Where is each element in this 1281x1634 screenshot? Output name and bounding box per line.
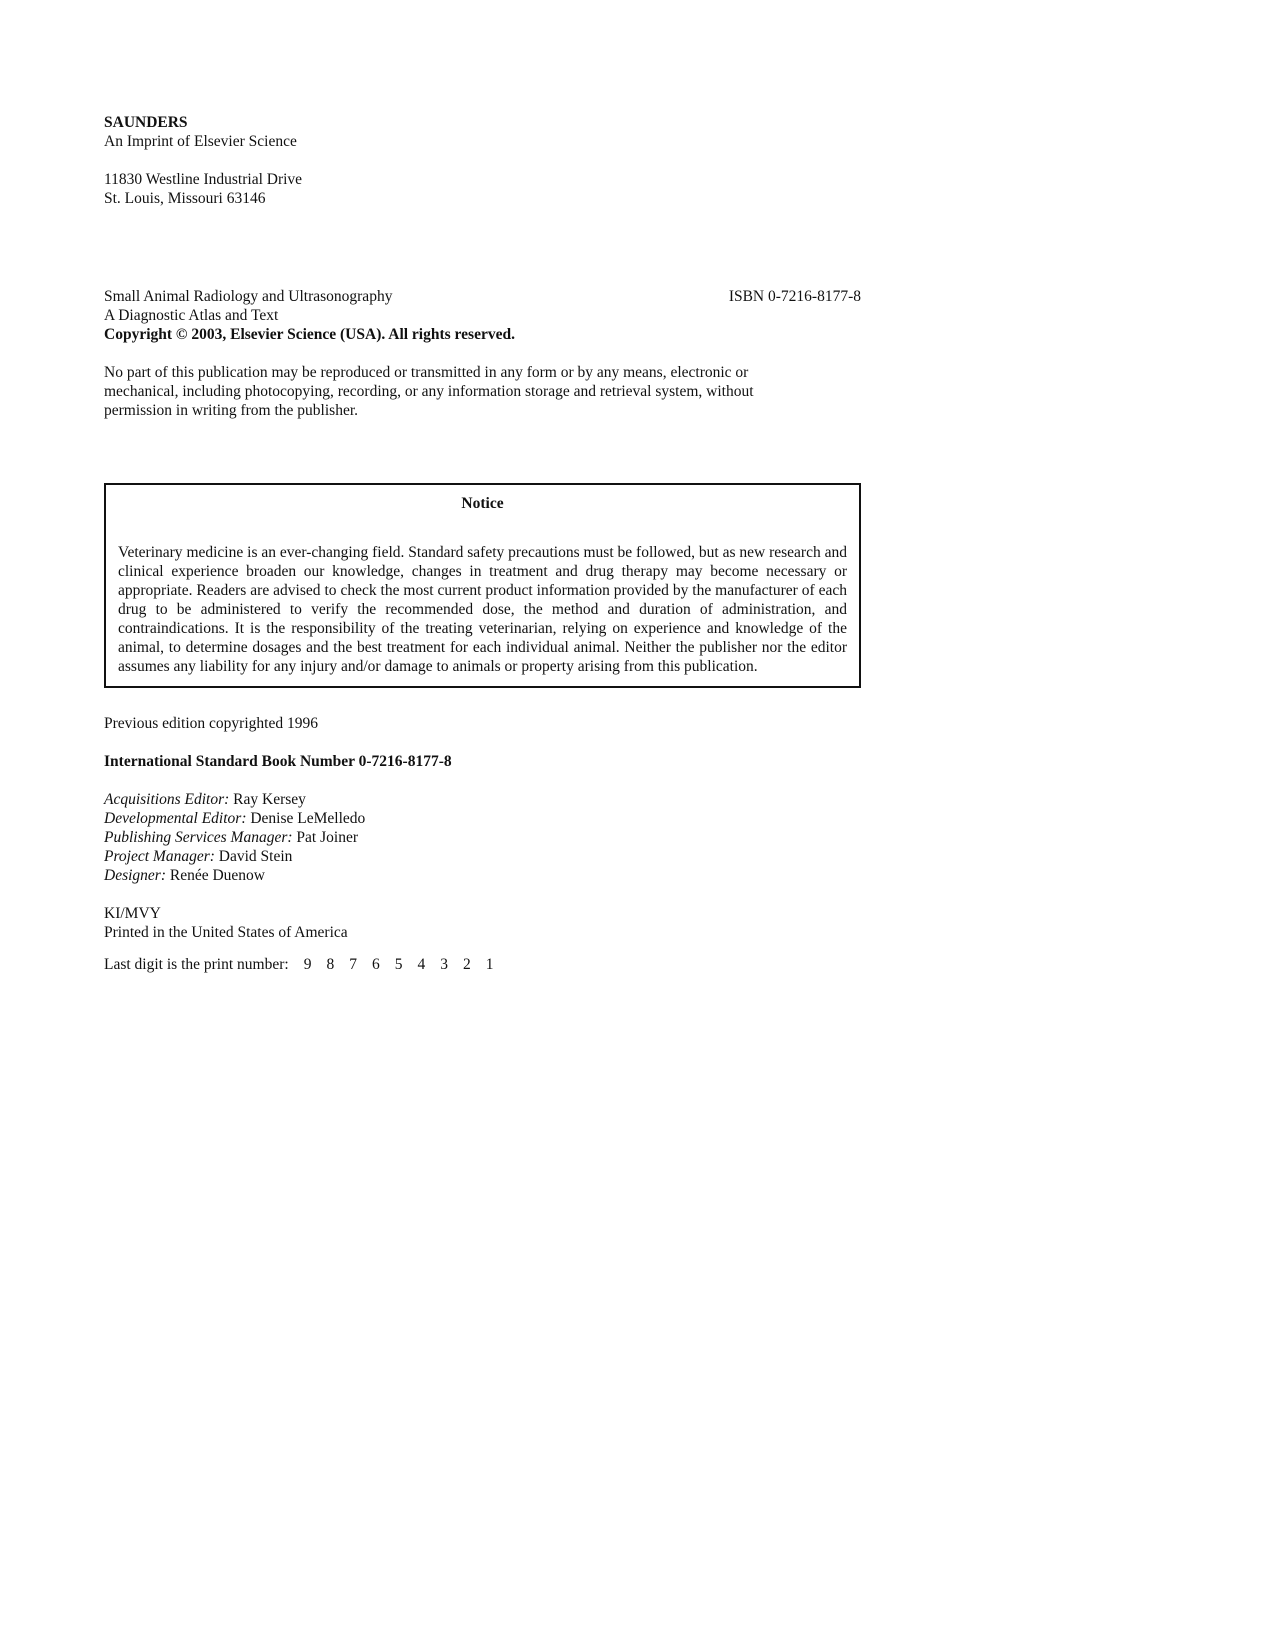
address-line-1: 11830 Westline Industrial Drive — [104, 171, 303, 188]
print-digit: 8 — [326, 956, 335, 973]
credit-developmental-editor: Developmental Editor: Denise LeMelledo — [104, 810, 366, 827]
rights-line: No part of this publication may be reproduced or transmitted in any form or by any means, electronic or — [104, 364, 749, 381]
book-subtitle: A Diagnostic Atlas and Text — [104, 307, 279, 324]
print-digit: 1 — [485, 956, 494, 973]
publisher-imprint: An Imprint of Elsevier Science — [104, 133, 297, 150]
notice-title: Notice — [461, 495, 504, 512]
print-number-line — [104, 955, 861, 974]
printed-in: Printed in the United States of America — [104, 924, 348, 941]
book-title: Small Animal Radiology and Ultrasonography — [104, 288, 393, 305]
copyright-line: Copyright © 2003, Elsevier Science (USA). All rights reserved. — [104, 326, 515, 343]
print-digit: 6 — [371, 956, 380, 973]
print-number-label: Last digit is the print number: — [104, 956, 289, 973]
previous-edition: Previous edition copyrighted 1996 — [104, 715, 318, 732]
print-digit: 4 — [417, 956, 426, 973]
credits-list — [104, 790, 861, 885]
isbn-full: International Standard Book Number 0-7216-8177-8 — [104, 753, 452, 770]
copyright-page — [104, 113, 861, 974]
print-digit: 5 — [394, 956, 403, 973]
credit-project-manager: Project Manager: David Stein — [104, 848, 293, 865]
rights-statement — [104, 363, 861, 420]
print-digit: 9 — [303, 956, 312, 973]
address-line-2: St. Louis, Missouri 63146 — [104, 190, 266, 207]
print-digit: 7 — [349, 956, 357, 973]
publisher-name: SAUNDERS — [104, 114, 188, 131]
print-digit: 2 — [462, 956, 471, 973]
notice-box — [104, 483, 861, 688]
credit-designer: Designer: Renée Duenow — [104, 867, 265, 884]
print-digit: 3 — [440, 956, 448, 973]
credit-acquisitions-editor: Acquisitions Editor: Ray Kersey — [104, 791, 306, 808]
printer-code: KI/MVY — [104, 905, 161, 922]
title-row — [104, 287, 861, 306]
notice-body: Veterinary medicine is an ever-changing field. Standard safety precautions must be followed, but as new research and clinical experience broaden our knowledge, changes in treatment and drug therapy may become necessary or appropriate. Readers are advised to check the most current product information provided by the manufacturer of each drug to be administered to verify the recommended dose, the method and duration of administration, and contraindications. It is the responsibility of the treating veterinarian, relying on experience and knowledge of the animal, to determine dosages and the best treatment for each individual animal. Neither the publisher nor the editor assumes any liability for any injury and/or damage to animals or property arising from this publication. — [118, 544, 847, 675]
rights-line: permission in writing from the publisher. — [104, 402, 359, 419]
isbn-header: ISBN 0-7216-8177-8 — [728, 288, 861, 305]
rights-line: mechanical, including photocopying, recording, or any information storage and retrieval system, without — [104, 383, 754, 400]
credit-publishing-services-manager: Publishing Services Manager: Pat Joiner — [104, 829, 358, 846]
